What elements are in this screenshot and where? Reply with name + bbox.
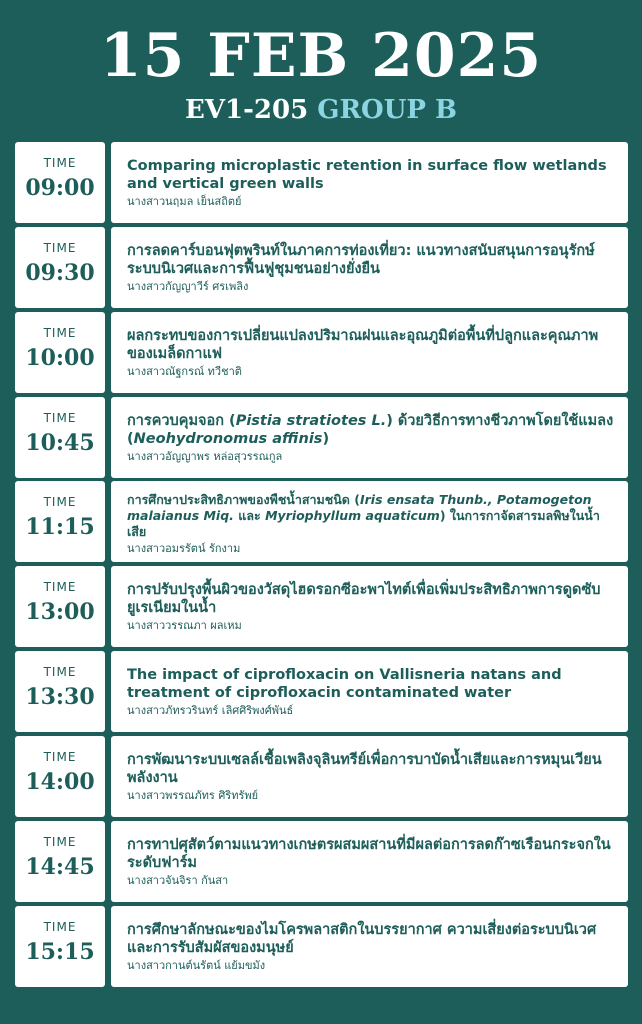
session-row [15, 481, 628, 562]
time-box [15, 736, 105, 817]
species-name: Iris ensata Thunb., Potamogeton malaianus Miq. [127, 492, 592, 523]
room-label: EV1-205 [185, 95, 309, 125]
session-row [15, 736, 628, 817]
species-name: Myriophyllum aquaticum [265, 508, 440, 523]
time-label: TIME [43, 156, 77, 170]
presenter-name: นางสาวภัทรวรินทร์ เลิศศิริพงศ์พันธ์ [127, 704, 294, 717]
title-text: และ [233, 508, 266, 523]
time-value: 14:00 [25, 769, 95, 795]
time-label: TIME [43, 750, 77, 764]
session-row [15, 397, 628, 478]
session-row [15, 312, 628, 393]
session-info [111, 906, 628, 987]
time-label: TIME [43, 580, 77, 594]
title-text: การควบคุมจอก ( [127, 413, 236, 429]
presenter-name: นางสาววรรณภา ผลเหม [127, 619, 242, 632]
time-label: TIME [43, 495, 77, 509]
time-box [15, 651, 105, 732]
session-title: การลดคาร์บอนฟุตพรินท์ในภาคการท่องเที่ยว: แนวทางสนับสนุนการอนุรักษ์ระบบนิเวศและการฟื้นฟูชุมชนอย่างยั่งยืน [127, 243, 595, 277]
time-box [15, 142, 105, 223]
presenter-name: นางสาวนฤมล เย็นสถิตย์ [127, 195, 242, 208]
presenter-name: นางสาวอัญญาพร หล่อสุวรรณกูล [127, 450, 283, 463]
time-label: TIME [43, 835, 77, 849]
session-info [111, 566, 628, 647]
room-group-subtitle [0, 92, 642, 128]
time-box [15, 906, 105, 987]
presenter-name: นางสาวกัญญาวีร์ ศรเพลิง [127, 280, 249, 293]
session-title: ผลกระทบของการเปลี่ยนแปลงปริมาณฝนและอุณภูมิต่อพื้นที่ปลูกและคุณภาพของเมล็ดกาแฟ [127, 328, 599, 362]
time-label: TIME [43, 326, 77, 340]
time-box [15, 397, 105, 478]
presenter-name: นางสาวจันจิรา กันสา [127, 874, 229, 887]
session-title: การพัฒนาระบบเซลล์เชื้อเพลิงจุลินทรีย์เพื่อการบาบัดน้ำเสียและการหมุนเวียนพลังงาน [127, 752, 602, 786]
session-title: The impact of ciprofloxacin on Vallisneria natans and treatment of ciprofloxacin contaminated water [127, 667, 562, 701]
header [0, 0, 642, 140]
session-title: การศึกษาลักษณะของไมโครพลาสติกในบรรยากาศ ความเสี่ยงต่อระบบนิเวศและการรับสัมผัสของมนุษย์ [127, 922, 597, 956]
session-row [15, 906, 628, 987]
session-title [127, 412, 614, 448]
species-name: Neohydronomus affinis [133, 431, 323, 447]
title-text: ) ในการกาจัดสารมลพิษในน้ำเสีย [127, 508, 600, 539]
species-name: Pistia stratiotes L. [235, 413, 387, 429]
time-value: 09:00 [25, 175, 95, 201]
page-title: 15 FEB 2025 [99, 21, 543, 91]
time-value: 14:45 [25, 854, 95, 880]
session-info [111, 142, 628, 223]
presenter-name: นางสาวณัฐกรณ์ ทวีชาติ [127, 365, 242, 378]
time-value: 09:30 [25, 260, 95, 286]
time-label: TIME [43, 920, 77, 934]
session-row [15, 227, 628, 308]
time-value: 13:00 [25, 599, 95, 625]
time-value: 10:00 [25, 345, 95, 371]
time-box [15, 481, 105, 562]
time-value: 13:30 [25, 684, 95, 710]
session-info [111, 227, 628, 308]
session-info [111, 651, 628, 732]
title-text: การศึกษาประสิทธิภาพของพืชน้ำสามชนิด ( [127, 492, 360, 507]
session-title: การทาปศุสัตว์ตามแนวทางเกษตรผสมผสานที่มีผลต่อการลดก๊าซเรือนกระจกในระดับฟาร์ม [127, 837, 611, 871]
session-info [111, 736, 628, 817]
session-info [111, 481, 628, 562]
time-box [15, 227, 105, 308]
session-info [111, 312, 628, 393]
presenter-name: นางสาวอมรรัตน์ รักงาม [127, 542, 241, 555]
session-row [15, 142, 628, 223]
time-box [15, 312, 105, 393]
time-value: 11:15 [25, 514, 95, 540]
time-value: 10:45 [25, 430, 95, 456]
presenter-name: นางสาวกานต์นรัตน์ แย้มขมัง [127, 959, 266, 972]
session-row [15, 566, 628, 647]
session-row [15, 651, 628, 732]
time-box [15, 566, 105, 647]
session-title [127, 492, 614, 540]
time-value: 15:15 [25, 939, 95, 965]
session-title: Comparing microplastic retention in surface flow wetlands and vertical green walls [127, 158, 607, 192]
session-info [111, 821, 628, 902]
time-label: TIME [43, 241, 77, 255]
session-info [111, 397, 628, 478]
time-box [15, 821, 105, 902]
time-label: TIME [43, 665, 77, 679]
time-label: TIME [43, 411, 77, 425]
session-row [15, 821, 628, 902]
session-title: การปรับปรุงพื้นผิวของวัสดุไฮดรอกซีอะพาไทต์เพื่อเพิ่มประสิทธิภาพการดูดซับยูเรเนียมในน้ำ [127, 582, 601, 616]
presenter-name: นางสาวพรรณภัทร ศิริทรัพย์ [127, 789, 259, 802]
group-label: GROUP B [317, 95, 457, 125]
title-text: ) [322, 431, 330, 447]
title-text: ) ด้วยวิธีการทางชีวภาพโดยใช้แมลง ( [127, 413, 614, 447]
